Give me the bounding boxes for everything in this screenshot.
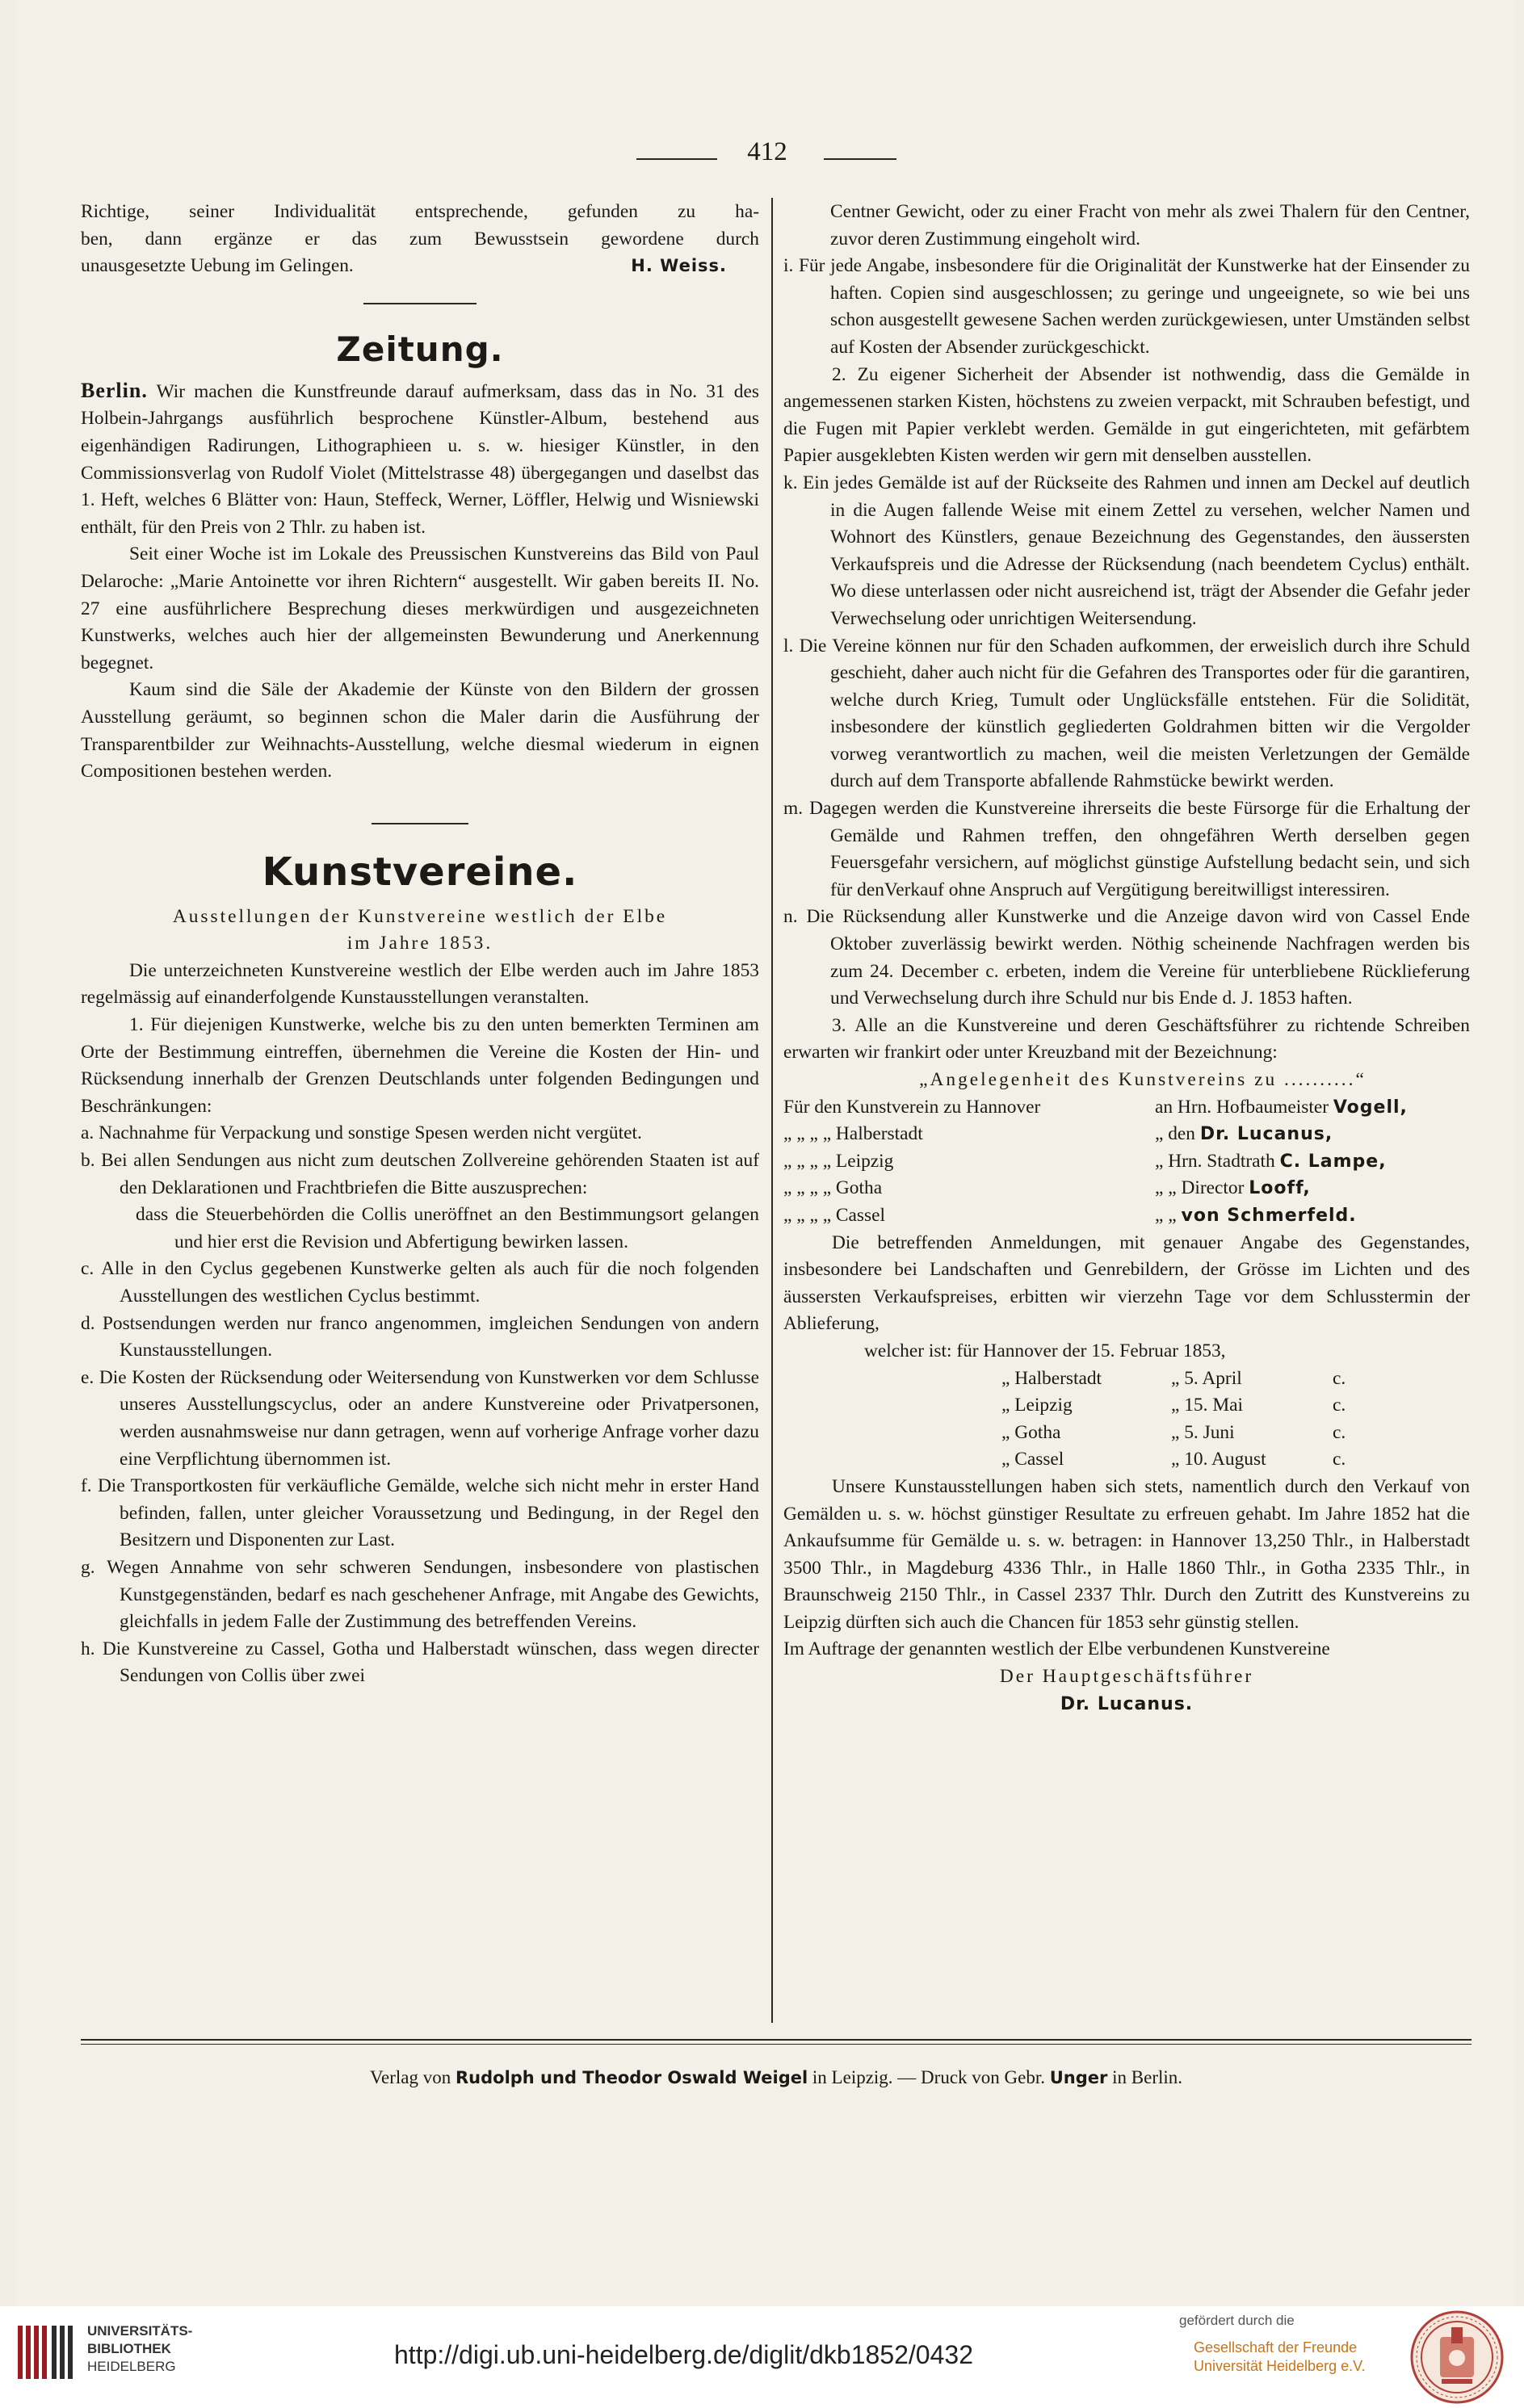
- address-recipient: [1155, 1148, 1470, 1176]
- address-prefix: „ den: [1155, 1123, 1196, 1145]
- right-paragraph-7: Der Hauptgeschäftsführer: [999, 1666, 1254, 1688]
- berlin-lead: Berlin.: [81, 378, 148, 402]
- imprint-post: in Berlin.: [1112, 2067, 1183, 2087]
- kunst-paragraph-2: 1. Für diejenigen Kunstwerke, welche bis zu den unten bemerkten Terminen am Orte der Bestimmung eintreffen, übernehmen die Vereine die Kosten der Hin- und Rücksendung innerhalb der Grenzen Deutschlands unter folgenden Bedingungen und Beschränkungen:: [81, 1014, 759, 1117]
- library-name-line: BIBLIOTHEK: [87, 2341, 171, 2356]
- right-paragraph-3: 3. Alle an die Kunstvereine und deren Geschäftsführer zu richtende Schreiben erwarten wir frankirt oder unter Kreuzband mit der Bezeichnung:: [783, 1014, 1470, 1063]
- kunst-subtitle-2: im Jahre 1853.: [346, 933, 493, 954]
- address-name: C. Lampe,: [1279, 1151, 1387, 1172]
- right-paragraph-6: Im Auftrage der genannten westlich der Elbe verbundenen Kunstvereine: [783, 1638, 1330, 1660]
- date-value: „ 15. Mai: [1171, 1395, 1243, 1416]
- date-row: [783, 1366, 1470, 1393]
- date-list: [783, 1366, 1470, 1474]
- date-suffix: c.: [1333, 1421, 1346, 1443]
- address-prefix: „ Hrn. Stadtrath: [1155, 1150, 1275, 1172]
- sponsor-name-line: Gesellschaft der Freunde: [1194, 2339, 1358, 2356]
- item-i: i. Für jede Angabe, insbesondere für die Originalität der Kunstwerke hat der Einsender zu haften. Copien sind ausgeschlossen; zu geringe und ungeeignete, so wie bei uns schon ausgestellt gewesene Sachen werden zurückgewiesen, unter Umständen selbst auf Kosten der Absender zurückgeschickt.: [783, 255, 1470, 358]
- address-name: Looff,: [1249, 1178, 1311, 1199]
- address-recipient: [1155, 1202, 1470, 1230]
- address-row: [783, 1202, 1470, 1230]
- left-column: [81, 199, 759, 1690]
- address-name: von Schmerfeld.: [1181, 1205, 1357, 1226]
- intro-line-2: ben, dann ergänze er das zum Bewusstsein gewordene durch: [81, 228, 759, 250]
- address-row: [783, 1148, 1470, 1176]
- intro-line-3-text: unausgesetzte Uebung im Gelingen.: [81, 255, 354, 277]
- section-rule-2: [372, 823, 468, 824]
- column-divider: [771, 198, 773, 2023]
- item-d: d. Postsendungen werden nur franco angenommen, imgleichen Sendungen von andern Kunstausstellungen.: [81, 1312, 759, 1361]
- item-k: k. Ein jedes Gemälde ist auf der Rückseite des Rahmen und innen am Deckel auf deutlich in die Augen fallende Weise mit einem Zettel zu versehen, welcher Namen und Wohnort des Künstlers, genaue Bezeichnung des Gegenstandes, den äussersten Verkaufspreis und die Adresse der Rücksendung (nach beendetem Cyclus) enthält. Wo diese unterlassen oder nicht ausreichend ist, trägt der Absender die Gefahr jeder Verwechselung oder unrichtigen Weitersendung.: [783, 472, 1470, 629]
- address-recipient: [1155, 1121, 1470, 1148]
- page-number: 412: [747, 137, 787, 166]
- page-number-rule-right: [824, 158, 896, 160]
- berlin-paragraph-1: [81, 377, 759, 542]
- address-city: „ „ „ „ Leipzig: [783, 1150, 894, 1172]
- address-city: „ „ „ „ Halberstadt: [783, 1123, 923, 1145]
- date-value: „ 5. April: [1171, 1367, 1242, 1389]
- item-a: a. Nachnahme für Verpackung und sonstige Spesen werden nicht vergütet.: [81, 1122, 642, 1144]
- imprint-mid: in Leipzig. — Druck von Gebr.: [812, 2067, 1045, 2087]
- date-row: [783, 1420, 1470, 1447]
- right-paragraph-5: Unsere Kunstausstellungen haben sich stets, namentlich durch den Verkauf von Gemälden u. s. w. höchst günstiger Resultate zu erfreuen gehabt. Im Jahre 1852 hat die Ankaufsumme für Gemälde u. s. w. betragen: in Hannover 13,250 Thlr., in Halberstadt 3500 Thlr., in Magdeburg 4336 Thlr., in Halle 1860 Thlr., in Gotha 2335 Thlr., in Braunschweig 2150 Thlr., in Cassel 2337 Thlr. Durch den Zutritt des Kunstvereins zu Leipzig dürften sich auch die Chancen für 1853 sehr günstig stellen.: [783, 1475, 1470, 1633]
- library-name-line: UNIVERSITÄTS-: [87, 2323, 193, 2339]
- date-suffix: c.: [1333, 1449, 1346, 1470]
- date-suffix: c.: [1333, 1367, 1346, 1389]
- address-city: „ „ „ „ Cassel: [783, 1204, 885, 1226]
- address-row: [783, 1175, 1470, 1202]
- imprint-pre: Verlag von: [369, 2067, 451, 2087]
- university-seal-icon: [1409, 2309, 1505, 2405]
- item-m: m. Dagegen werden die Kunstvereine ihrerseits die beste Fürsorge für die Erhaltung der Gemälde und Rahmen treffen, den ohngefähren Werth derselben gegen Feuersgefahr versichern, auf möglichst günstige Aufstellung bedacht sein, und sich für denVerkauf ohne Anspruch auf Vergütigung bereitwilligst interessiren.: [783, 798, 1470, 900]
- date-city: „ Halberstadt: [1001, 1367, 1102, 1389]
- address-prefix: „ „: [1155, 1204, 1177, 1226]
- date-city: „ Cassel: [1001, 1449, 1064, 1470]
- date-row: [783, 1446, 1470, 1474]
- address-name: Vogell,: [1333, 1097, 1408, 1118]
- address-city: Für den Kunstverein zu Hannover: [783, 1096, 1041, 1118]
- berlin-paragraph-3: Kaum sind die Säle der Akademie der Künste von den Bildern der grossen Ausstellung geräumt, so beginnen schon die Maler darin die Ausführung der Transparentbilder zur Weihnachts-Ausstellung, welche diesmal wiederum in eignen Compositionen bestehen werden.: [81, 679, 759, 782]
- sponsor-label: gefördert durch die: [1179, 2313, 1295, 2328]
- section-heading-kunstvereine: Kunstvereine.: [262, 849, 578, 895]
- item-f: f. Die Transportkosten für verkäufliche Gemälde, welche sich nicht mehr in erster Hand befinden, fallen, unter gleicher Voraussetzung und Bedingung, in der Regel den Besitzern und Disponenten zur Last.: [81, 1475, 759, 1551]
- library-logo-icon: [16, 2322, 76, 2382]
- item-c: c. Alle in den Cyclus gegebenen Kunstwerke gelten als auch für die noch folgenden Ausstellungen des westlichen Cyclus bestimmt.: [81, 1258, 759, 1307]
- right-column: [783, 199, 1470, 1718]
- date-value: „ 10. August: [1171, 1449, 1266, 1470]
- item-b-quote: dass die Steuerbehörden die Collis uneröffnet an den Bestimmungsort gelangen und hier erst die Revision und Abfertigung bewirken lassen.: [136, 1204, 759, 1252]
- permalink-url[interactable]: http://digi.ub.uni-heidelberg.de/diglit/dkb1852/0432: [394, 2340, 973, 2369]
- date-value: „ 5. Juni: [1171, 1421, 1235, 1443]
- imprint: [81, 2067, 1472, 2088]
- date-suffix: c.: [1333, 1395, 1346, 1416]
- intro-signature: H. Weiss.: [631, 256, 727, 276]
- address-list: [783, 1094, 1470, 1230]
- right-signature: Dr. Lucanus.: [1060, 1693, 1194, 1714]
- item-h: h. Die Kunstvereine zu Cassel, Gotha und Halberstadt wünschen, dass wegen directer Sendungen von Collis über zwei: [81, 1638, 759, 1687]
- address-city: „ „ „ „ Gotha: [783, 1177, 883, 1199]
- item-b: b. Bei allen Sendungen aus nicht zum deutschen Zollvereine gehörenden Staaten ist auf den Deklarationen und Frachtbriefen die Bitte auszusprechen:: [81, 1150, 759, 1198]
- dates-intro: welcher ist: für Hannover der 15. Februar 1853,: [864, 1340, 1226, 1361]
- address-recipient: [1155, 1094, 1470, 1122]
- section-heading-zeitung: Zeitung.: [336, 329, 504, 369]
- item-e: e. Die Kosten der Rücksendung oder Weitersendung von Kunstwerken vor dem Schlusse unseres Ausstellungscyclus, oder an andere Kunstvereine oder Privatpersonen, werden ausnahmsweise nur dann getragen, wenn auf vorherige Anfrage vorher dazu eine Verpflichtung übernommen ist.: [81, 1366, 759, 1470]
- right-paragraph-2: 2. Zu eigener Sicherheit der Absender ist nothwendig, dass die Gemälde in angemessenen starken Kisten, höchstens zu zweien verpackt, mit Schrauben befestigt, und die Fugen mit Papier verklebt werden. Gemälde in gut eingerichteten, mit gefärbtem Papier ausgeklebten Kisten werden wir gern mit denselben ausstellen.: [783, 363, 1470, 467]
- address-row: [783, 1121, 1470, 1148]
- intro-line-3: [81, 253, 759, 280]
- date-city: „ Leipzig: [1001, 1395, 1073, 1416]
- date-city: „ Gotha: [1001, 1421, 1061, 1443]
- kunst-paragraph-1: Die unterzeichneten Kunstvereine westlich der Elbe werden auch im Jahre 1853 regelmässig auf einanderfolgende Kunstausstellungen veranstalten.: [81, 959, 759, 1009]
- imprint-publisher: Rudolph und Theodor Oswald Weigel: [455, 2068, 808, 2087]
- library-name: [87, 2322, 192, 2376]
- right-continuation: Centner Gewicht, oder zu einer Fracht von mehr als zwei Thalern für den Centner, zuvor deren Zustimmung eingeholt wird.: [830, 201, 1470, 250]
- address-recipient: [1155, 1175, 1470, 1202]
- kunst-subtitle-1: Ausstellungen der Kunstvereine westlich der Elbe: [172, 905, 668, 927]
- address-row: [783, 1094, 1470, 1122]
- berlin-paragraph-1-text: Wir machen die Kunstfreunde darauf aufmerksam, dass das in No. 31 des Holbein-Jahrgangs ausführlich besprochene Künstler-Album, bestehend aus eigenhändigen Radirungen, Lithographieen u. s. w. hiesiger Künstler, in den Commissionsverlag von Rudolf Violet (Mittelstrasse 48) übergegangen und daselbst das 1. Heft, welches 6 Blätter von: Haun, Steffeck, Werner, Löffler, Helwig und Wisniewski enthält, für den Preis von 2 Thlr. zu haben ist.: [81, 380, 759, 538]
- sponsor-name-line: Universität Heidelberg e.V.: [1194, 2358, 1366, 2374]
- right-paragraph-4: Die betreffenden Anmeldungen, mit genauer Angabe des Gegenstandes, insbesondere bei Landschaften und Genrebildern, der Grösse im Lichten und des äussersten Verkaufspreises, erbitten wir vierzehn Tage vor dem Schlusstermin der Ablieferung,: [783, 1231, 1470, 1335]
- item-l: l. Die Vereine können nur für den Schaden aufkommen, der erweislich durch ihre Schuld geschieht, daher auch nicht für die Gefahren des Transportes oder für die garantiren, welche durch Krieg, Tumult oder Unglücksfälle entstehen. Für die Solidität, insbesondere der künstlich gegliederten Goldrahmen bitten wir die Vergolder vorweg verantwortlich zu machen, weil die meisten Verletzungen der Gemälde durch auf dem Transporte abfallende Rahmstücke bewirkt werden.: [783, 635, 1470, 792]
- library-name-line: HEIDELBERG: [87, 2359, 176, 2374]
- address-prefix: „ „ Director: [1155, 1177, 1245, 1199]
- item-g: g. Wegen Annahme von sehr schweren Sendungen, insbesondere von plastischen Kunstgegenständen, bedarf es nach geschehener Anfrage, mit Angabe des Gewichts, gleichfalls in jedem Falle der Zustimmung des betreffenden Vereins.: [81, 1556, 759, 1633]
- sponsor-name: [1194, 2339, 1365, 2376]
- page-number-rule-left: [636, 158, 717, 160]
- intro-line-1: Richtige, seiner Individualität entsprechende, gefunden zu ha-: [81, 201, 759, 222]
- imprint-printer: Unger: [1049, 2068, 1108, 2087]
- section-rule: [363, 303, 477, 304]
- item-n: n. Die Rücksendung aller Kunstwerke und die Anzeige davon wird von Cassel Ende Oktober zuverlässig bewirkt werden. Nöthig scheinende Nachfragen werden bis zum 24. December c. erbeten, indem die Vereine für unterbliebene Rücklieferung und Verwechselung durch ihre Schuld nur bis Ende d. J. 1853 haften.: [783, 906, 1470, 1009]
- bottom-rule-thin: [81, 2044, 1472, 2045]
- berlin-paragraph-2: Seit einer Woche ist im Lokale des Preussischen Kunstvereins das Bild von Paul Delaroche: „Marie Antoinette vor ihren Richtern“ ausgestellt. Wir gaben bereits II. No. 27 eine ausführlichere Besprechung dieses merkwürdigen und ausgezeichneten Kunstwerks, welches auch hier der allgemeinsten Bewunderung und Anerkennung begegnet.: [81, 543, 759, 673]
- date-row: [783, 1392, 1470, 1420]
- bottom-rule: [81, 2039, 1472, 2041]
- address-name: Dr. Lucanus,: [1199, 1124, 1333, 1145]
- address-prefix: an Hrn. Hofbaumeister: [1155, 1096, 1329, 1118]
- bezeichnung: „Angelegenheit des Kunstvereins zu ..........“: [919, 1069, 1367, 1090]
